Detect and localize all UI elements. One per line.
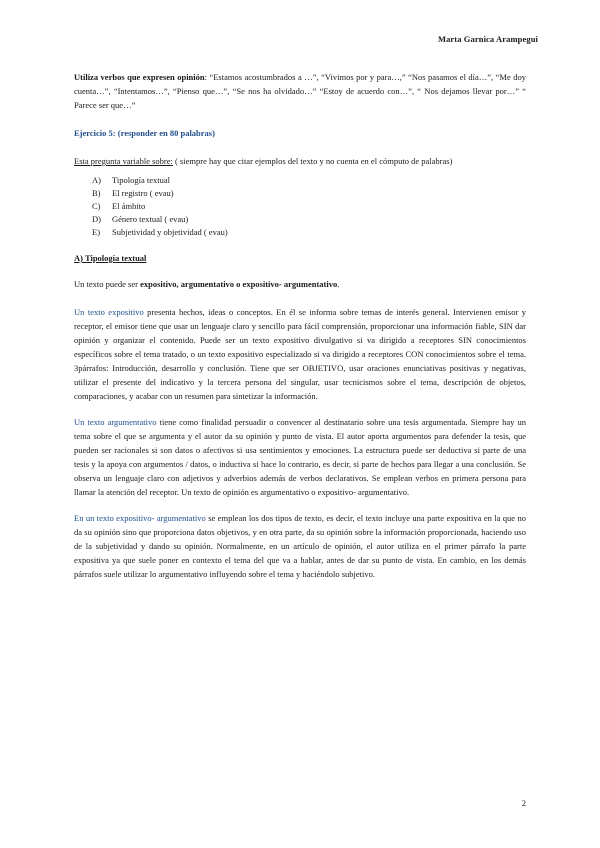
page-content — [74, 70, 526, 581]
list-item-letter: B) — [92, 188, 101, 198]
mixto-lead: En un texto expositivo- argumentativo — [74, 513, 206, 523]
list-item-letter: D) — [92, 214, 101, 224]
mixto-body: se emplean los dos tipos de texto, es decir, el texto incluye una parte expositiva en la que no da su opinión sino que proporciona datos objetivos, y en otra parte, da su opinión sobre la información proporcionada, haciendo uso de la subjetividad y dando su opinión. Normalmente, en un artículo de opinión, el autor utiliza en el primer párrafo la parte expositiva ya que suele poner en contexto el tema del que va a hablar, antes de dar su punto de vista. En cambio, en los demás párrafos suele utilizar lo argumentativo influyendo sobre el tema y haciéndolo subjetivo. — [74, 513, 526, 579]
list-item — [92, 174, 526, 187]
list-item-text: Tipología textual — [112, 175, 171, 185]
list-item-letter: A) — [92, 175, 101, 185]
section-a-intro-bold: expositivo, argumentativo o expositivo- argumentativo — [140, 279, 338, 289]
page-number: 2 — [521, 798, 526, 808]
list-item-text: Género textual ( evau) — [112, 214, 189, 224]
question-line — [74, 154, 526, 168]
list-item-text: El registro ( evau) — [112, 188, 174, 198]
argumentativo-lead: Un texto argumentativo — [74, 417, 157, 427]
list-item-letter: C) — [92, 201, 101, 211]
section-a-title-text: A) Tipología textual — [74, 253, 147, 263]
topic-list — [74, 174, 526, 239]
intro-bold-label: Utiliza verbos que expresen opinión — [74, 72, 205, 82]
question-rest: ( siempre hay que citar ejemplos del texto y no cuenta en el cómputo de palabras) — [172, 156, 453, 166]
argumentativo-body: tiene como finalidad persuadir o convencer al destinatario sobre una tesis argumentada. Siempre hay un tema sobre el que se argumenta y el autor da su opinión y punto de vista. El autor aporta argumentos para defender la tesis, que pueden ser racionales si son datos o afectivos si usa sentimientos y emociones. La estructura puede ser deductiva si parte de una tesis y la apoya con argumentos / datos, o inductiva si hace lo contrario, es decir, si parte de hechos para llegar a una conclusión. Se observa un lenguaje claro con adjetivos y adverbios además de verbos declarativos. Se emplean verbos en primera persona para llamar la atención del receptor. Un texto de opinión es argumentativo o expositivo- argumentativo. — [74, 417, 526, 497]
intro-text: : “Estamos acostumbrados a …”, “Vivimos por y para…,” “Nos pasamos el día…”, “Me doy cuenta…”, “Intentamos…”, “Pienso que…”, “Se nos ha olvidado…” “Estoy de acuerdo con…”, “ Nos dejamos llevar por…” “ Parece ser que…” — [74, 72, 526, 110]
exercise-title: Ejercicio 5: (responder en 80 palabras) — [74, 128, 215, 138]
list-item-text: El ámbito — [112, 201, 146, 211]
mixto-paragraph — [74, 511, 526, 581]
list-item-letter: E) — [92, 227, 101, 237]
expositivo-body: presenta hechos, ideas o conceptos. En él se informa sobre temas de interés general. Intervienen emisor y receptor, el emisor tiene que usar un lenguaje claro y sencillo para fácil comprensión, proporcionar una información fiable, SIN dar opinión y organizar el contenido. Puede ser un texto expositivo divulgativo si va dirigido a receptores SIN conocimientos específicos sobre el tema tratado, o un texto expositivo especializado si va dirigido a receptores CON conocimientos sobre el tema. 3párrafos: Introducción, desarrollo y conclusión. Tiene que ser OBJETIVO, usar oraciones enunciativas positivas y negativas, utilizar el presente del indicativo y la tercera persona del singular, usar tecnicismos sobre el tema, descripción de objetos, comparaciones, y acabar con un resumen para sintetizar la información. — [74, 307, 526, 401]
argumentativo-paragraph — [74, 415, 526, 499]
section-a-intro-prefix: Un texto puede ser — [74, 279, 141, 289]
intro-paragraph — [74, 70, 526, 112]
list-item — [92, 187, 526, 200]
list-item — [92, 213, 526, 226]
expositivo-lead: Un texto expositivo — [74, 307, 144, 317]
list-item — [92, 200, 526, 213]
question-underlined: Esta pregunta variable sobre: — [74, 156, 173, 166]
section-a-intro-suffix: . — [337, 279, 340, 289]
section-a-intro — [74, 277, 526, 291]
author-header: Marta Garnica Arampegui — [437, 34, 538, 44]
expositivo-paragraph — [74, 305, 526, 403]
list-item — [92, 226, 526, 239]
list-item-text: Subjetividad y objetividad ( evau) — [112, 227, 228, 237]
section-a-title — [74, 251, 526, 265]
